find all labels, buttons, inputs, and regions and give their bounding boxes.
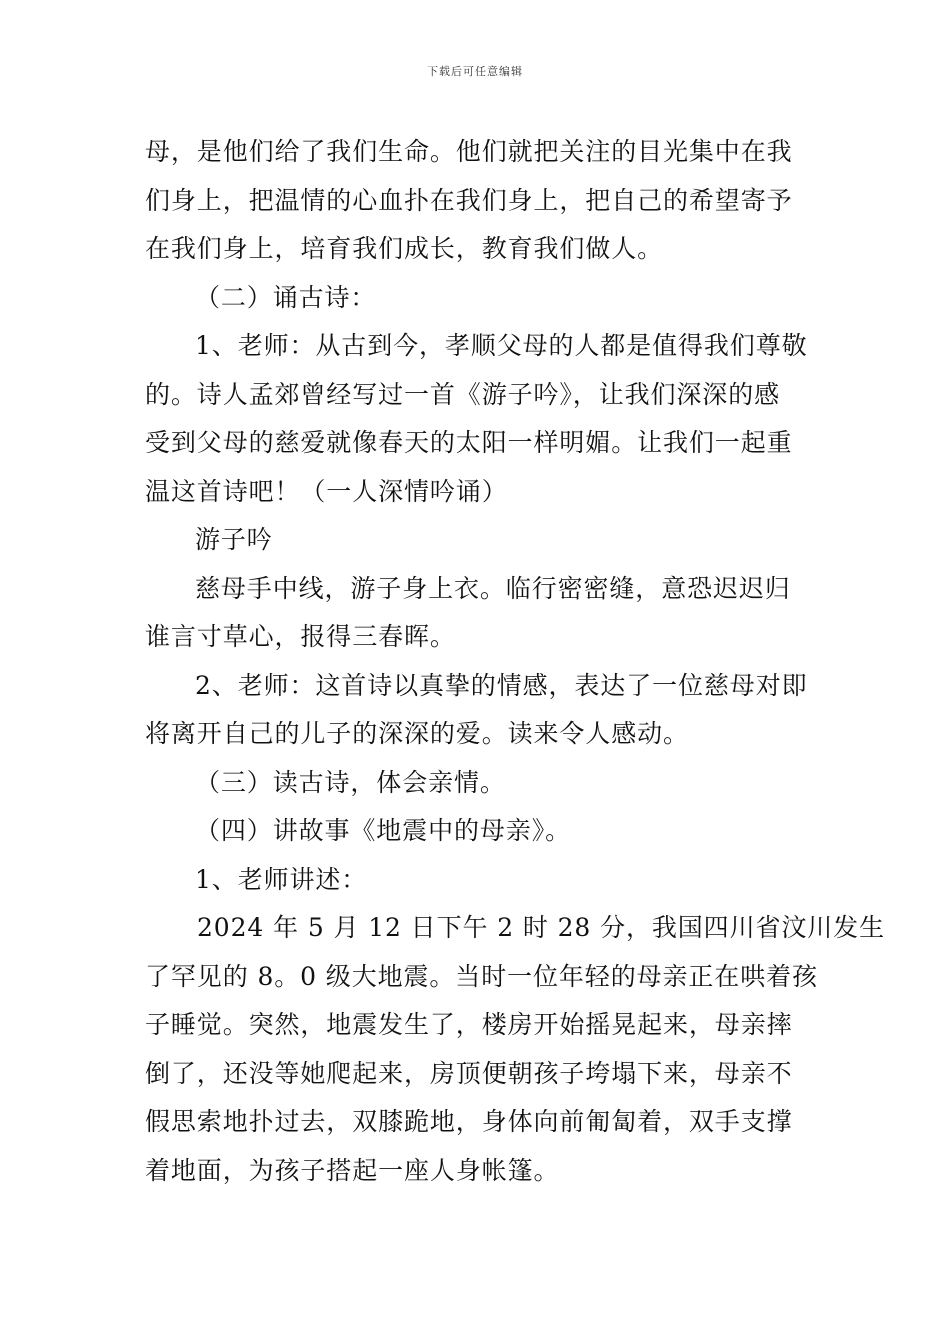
paragraph-line: 2024 年 5 月 12 日下午 2 时 28 分，我国四川省汶川发生 bbox=[197, 913, 885, 942]
section-heading: （二）诵古诗： bbox=[195, 282, 377, 312]
paragraph-line: 1、老师：从古到今，孝顺父母的人都是值得我们尊敬 bbox=[195, 331, 808, 360]
page-header: 下载后可任意编辑 bbox=[427, 65, 523, 78]
paragraph-line: 受到父母的慈爱就像春天的太阳一样明媚。让我们一起重 bbox=[145, 428, 793, 457]
paragraph-line: 将离开自己的儿子的深深的爱。读来令人感动。 bbox=[145, 719, 689, 748]
paragraph-line: 2、老师：这首诗以真挚的情感，表达了一位慈母对即 bbox=[195, 670, 808, 700]
poem-line: 慈母手中线，游子身上衣。临行密密缝，意恐迟迟归 bbox=[195, 573, 791, 603]
paragraph-line: 倒了，还没等她爬起来，房顶便朝孩子垮塌下来，母亲不 bbox=[145, 1058, 793, 1088]
section-heading: （三）读古诗，体会亲情。 bbox=[195, 767, 506, 797]
paragraph-line: 着地面，为孩子搭起一座人身帐篷。 bbox=[145, 1155, 560, 1185]
paragraph-line: 了罕见的 8。0 级大地震。当时一位年轻的母亲正在哄着孩 bbox=[145, 961, 818, 991]
paragraph-line: 在我们身上，培育我们成长，教育我们做人。 bbox=[145, 234, 664, 263]
paragraph-line: 们身上，把温情的心血扑在我们身上，把自己的希望寄予 bbox=[145, 185, 793, 215]
paragraph-line: 1、老师讲述： bbox=[195, 864, 368, 894]
paragraph-line: 的。诗人孟郊曾经写过一首《游子吟》，让我们深深的感 bbox=[145, 379, 781, 409]
paragraph-line: 母，是他们给了我们生命。他们就把关注的目光集中在我 bbox=[145, 137, 793, 166]
paragraph-line: 温这首诗吧！（一人深情吟诵） bbox=[145, 476, 508, 506]
section-heading: （四）讲故事《地震中的母亲》。 bbox=[195, 816, 572, 845]
paragraph-line: 子睡觉。突然，地震发生了，楼房开始摇晃起来，母亲摔 bbox=[145, 1010, 793, 1039]
poem-line: 谁言寸草心，报得三春晖。 bbox=[145, 622, 456, 651]
poem-title: 游子吟 bbox=[195, 525, 273, 554]
document-body bbox=[145, 128, 885, 1195]
paragraph-line: 假思索地扑过去，双膝跪地，身体向前匍匐着，双手支撑 bbox=[145, 1107, 793, 1136]
